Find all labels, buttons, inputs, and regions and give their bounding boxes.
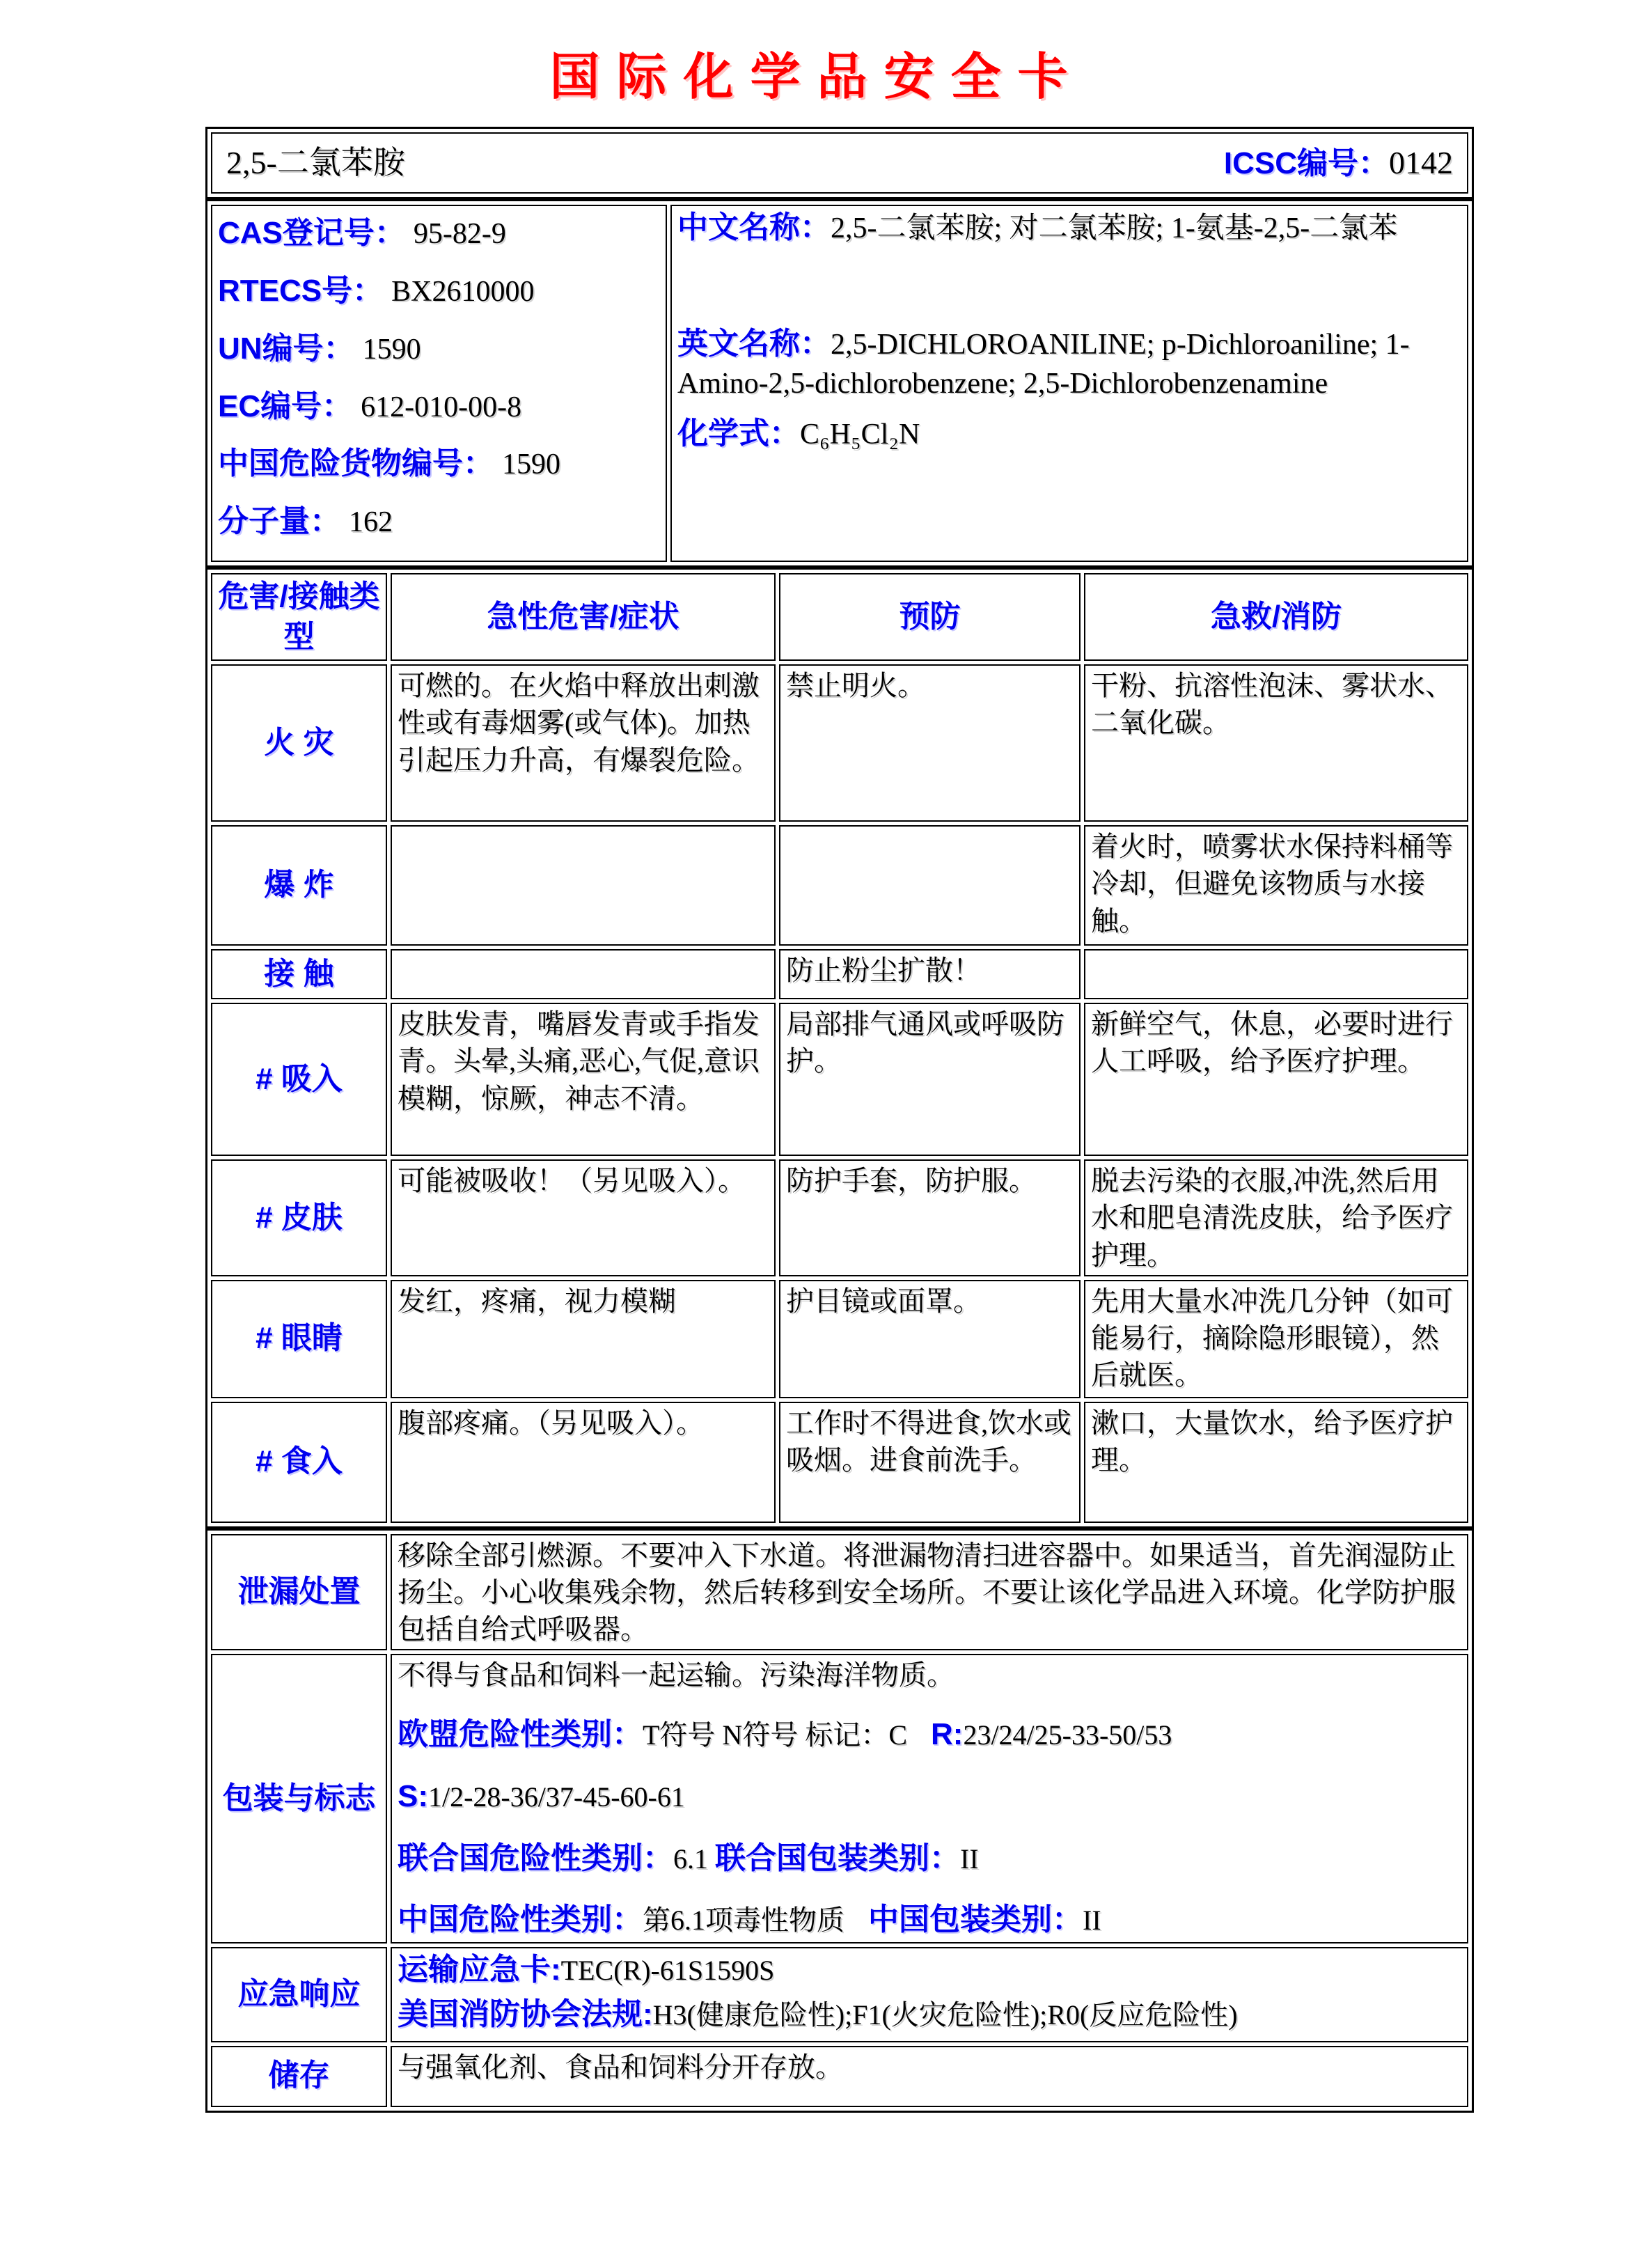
cas-number-label: CAS登记号： — [218, 216, 405, 250]
skin-type: # 皮肤 — [211, 1159, 387, 1276]
hazard-row-eyes — [211, 1280, 1468, 1398]
hazard-row-inhalation — [211, 1003, 1468, 1156]
packaging-un-line — [398, 1838, 1461, 1879]
inhalation-symptoms: 皮肤发青，嘴唇发青或手指发青。头晕,头痛,恶心,气促,意识模糊，惊厥，神志不清。 — [391, 1003, 776, 1156]
fire-symptoms: 可燃的。在火焰中释放出刺激性或有毒烟雾(或气体)。加热引起压力升高，有爆裂危险。 — [391, 664, 776, 822]
packaging-transport-note: 不得与食品和饲料一起运输。污染海洋物质。 — [398, 1659, 955, 1691]
hazard-header-type: 危害/接触类型 — [211, 573, 387, 661]
rtecs-number-value: BX2610000 — [391, 275, 535, 308]
rtecs-number-label: RTECS号： — [218, 273, 384, 308]
inhalation-type: # 吸入 — [211, 1003, 387, 1156]
cn-pack-label: 中国包装类别： — [868, 1902, 1083, 1937]
hazard-row-ingestion — [211, 1402, 1468, 1523]
packaging-s-line — [398, 1776, 1461, 1817]
eyes-prevention: 护目镜或面罩。 — [779, 1280, 1081, 1398]
names-cell — [670, 205, 1468, 562]
hazard-header-symptoms: 急性危害/症状 — [391, 573, 776, 661]
explosion-first-aid: 着火时，喷雾状水保持料桶等冷却，但避免该物质与水接触。 — [1084, 825, 1468, 946]
safety-card — [205, 127, 1474, 2113]
nfpa-label: 美国消防协会法规: — [398, 1997, 653, 2032]
un-number-label: UN编号： — [218, 331, 354, 366]
ec-number-line — [218, 386, 660, 428]
spill-label: 泄漏处置 — [237, 1574, 361, 1609]
eyes-first-aid: 先用大量水冲洗几分钟（如可能易行，摘除隐形眼镜），然后就医。 — [1084, 1280, 1468, 1398]
emergency-label-cell — [211, 1947, 387, 2042]
chinese-name-label: 中文名称： — [677, 210, 831, 244]
inhalation-first-aid: 新鲜空气，休息，必要时进行人工呼吸，给予医疗护理。 — [1084, 1003, 1468, 1156]
english-name-label: 英文名称： — [677, 326, 831, 361]
contact-symptoms — [391, 949, 776, 999]
fire-type: 火 灾 — [211, 664, 387, 822]
fire-prevention: 禁止明火。 — [779, 664, 1081, 822]
name-bar — [218, 141, 1461, 185]
skin-prevention: 防护手套，防护服。 — [779, 1159, 1081, 1276]
cn-pack-value: II — [1083, 1905, 1101, 1937]
storage-label-cell — [211, 2046, 387, 2107]
packaging-row — [211, 1654, 1468, 1943]
page-title: 国际化学品安全卡 — [549, 49, 1085, 105]
r-phrases-value: 23/24/25-33-50/53 — [963, 1719, 1172, 1751]
ingestion-type: # 食入 — [211, 1402, 387, 1523]
skin-symptoms: 可能被吸收！（另见吸入）。 — [391, 1159, 776, 1276]
formula-line — [677, 414, 1461, 455]
s-phrases-label: S: — [398, 1778, 428, 1813]
emergency-label: 应急响应 — [237, 1976, 361, 2011]
contact-type: 接 触 — [211, 949, 387, 999]
name-header-cell — [211, 132, 1468, 194]
ingestion-first-aid: 漱口，大量饮水，给予医疗护理。 — [1084, 1402, 1468, 1523]
hazard-row-explosion — [211, 825, 1468, 946]
r-phrases-label: R: — [931, 1717, 964, 1752]
eu-class-value: T符号 N符号 标记：C — [643, 1719, 907, 1751]
un-number-line — [218, 329, 660, 370]
measures-table — [205, 1528, 1474, 2113]
contact-prevention: 防止粉尘扩散！ — [779, 949, 1081, 999]
transport-card-label: 运输应急卡: — [398, 1952, 561, 1987]
ingestion-symptoms: 腹部疼痛。（另见吸入）。 — [391, 1402, 776, 1523]
hazard-table — [205, 568, 1474, 1528]
china-dg-number-label: 中国危险货物编号： — [218, 446, 494, 481]
nfpa-value: H3(健康危险性);F1(火灾危险性);R0(反应危险性) — [652, 1999, 1238, 2031]
hazard-header-prevention: 预防 — [779, 573, 1081, 661]
storage-row — [211, 2046, 1468, 2107]
cas-number-line — [218, 213, 660, 254]
packaging-eu-line — [398, 1714, 1461, 1755]
explosion-symptoms — [391, 825, 776, 946]
explosion-prevention — [779, 825, 1081, 946]
english-name-line — [677, 324, 1461, 404]
identity-table — [205, 199, 1474, 568]
name-header-table — [205, 127, 1474, 199]
ec-number-label: EC编号： — [218, 389, 353, 423]
packaging-content — [391, 1654, 1468, 1943]
inhalation-prevention: 局部排气通风或呼吸防护。 — [779, 1003, 1081, 1156]
icsc-number — [1224, 141, 1453, 185]
eyes-symptoms: 发红，疼痛，视力模糊 — [391, 1280, 776, 1398]
identity-row — [211, 205, 1468, 562]
china-dg-number-value: 1590 — [502, 448, 560, 481]
hazard-row-contact — [211, 949, 1468, 999]
english-name-value: 2,5-DICHLOROANILINE; p-Dichloroaniline; 1-Amino-2,5-dichlorobenzene; 2,5-Dichlorobenzenamine — [677, 328, 1410, 400]
emergency-row — [211, 1947, 1468, 2042]
un-class-label: 联合国危险性类别： — [398, 1840, 673, 1875]
icsc-page — [0, 36, 1634, 2113]
cn-class-value: 第6.1项毒性物质 — [643, 1905, 845, 1937]
s-phrases-value: 1/2-28-36/37-45-60-61 — [428, 1781, 685, 1813]
cn-class-label: 中国危险性类别： — [398, 1902, 643, 1937]
hazard-header-row — [211, 573, 1468, 661]
ingestion-prevention: 工作时不得进食,饮水或吸烟。进食前洗手。 — [779, 1402, 1081, 1523]
packaging-label-cell — [211, 1654, 387, 1943]
un-number-value: 1590 — [362, 333, 421, 366]
storage-content: 与强氧化剂、食品和饲料分开存放。 — [391, 2046, 1468, 2107]
un-pack-label: 联合国包装类别： — [715, 1840, 960, 1875]
formula-label: 化学式： — [677, 416, 800, 451]
icsc-number-label: ICSC编号： — [1223, 146, 1389, 181]
molecular-weight-line — [218, 501, 660, 542]
fire-first-aid: 干粉、抗溶性泡沫、雾状水、二氧化碳。 — [1084, 664, 1468, 822]
name-header-row — [211, 132, 1468, 194]
identifiers-cell — [211, 205, 667, 562]
nfpa-line — [398, 1994, 1461, 2035]
chinese-name-line — [677, 208, 1461, 249]
molecular-weight-value: 162 — [349, 506, 393, 539]
skin-first-aid: 脱去污染的衣服,冲洗,然后用水和肥皂清洗皮肤，给予医疗护理。 — [1084, 1159, 1468, 1276]
transport-card-line — [398, 1950, 1461, 1991]
spill-content: 移除全部引燃源。不要冲入下水道。将泄漏物清扫进容器中。如果适当，首先润湿防止扬尘。小心收集残余物，然后转移到安全场所。不要让该化学品进入环境。化学防护服包括自给式呼吸器。 — [391, 1534, 1468, 1651]
formula-value: C₆H₅Cl₂N — [800, 418, 920, 451]
spill-label-cell — [211, 1534, 387, 1651]
contact-first-aid — [1084, 949, 1468, 999]
molecular-weight-label: 分子量： — [218, 504, 340, 539]
eu-class-label: 欧盟危险性类别： — [398, 1717, 643, 1752]
un-class-value: 6.1 — [673, 1843, 708, 1875]
explosion-type: 爆 炸 — [211, 825, 387, 946]
chinese-name-value: 2,5-二氯苯胺; 对二氯苯胺; 1-氨基-2,5-二氯苯 — [831, 212, 1398, 244]
un-pack-value: II — [960, 1843, 979, 1875]
packaging-label: 包装与标志 — [222, 1781, 376, 1815]
hazard-header-first-aid: 急救/消防 — [1084, 573, 1468, 661]
emergency-content — [391, 1947, 1468, 2042]
icsc-number-value: 0142 — [1389, 145, 1453, 181]
transport-card-value: TEC(R)-61S1590S — [560, 1954, 775, 1986]
storage-label: 储存 — [268, 2058, 330, 2093]
hazard-row-skin — [211, 1159, 1468, 1276]
spill-row — [211, 1534, 1468, 1651]
china-dg-number-line — [218, 444, 660, 485]
substance-name: 2,5-二氯苯胺 — [226, 145, 405, 181]
ec-number-value: 612-010-00-8 — [361, 391, 522, 423]
eyes-type: # 眼睛 — [211, 1280, 387, 1398]
hazard-row-fire — [211, 664, 1468, 822]
cas-number-value: 95-82-9 — [413, 218, 506, 250]
rtecs-number-line — [218, 271, 660, 312]
packaging-cn-line — [398, 1900, 1461, 1941]
